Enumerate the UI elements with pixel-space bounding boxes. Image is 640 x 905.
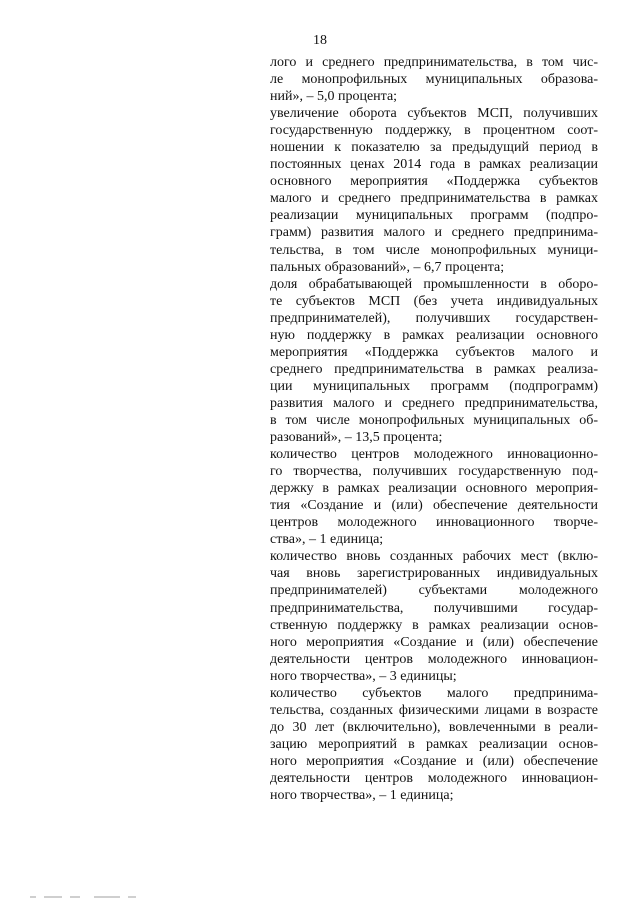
text-line: предпринимателей) субъектами молодежного <box>270 583 598 599</box>
text-line: зацию мероприятий в рамках реализации основ- <box>270 736 598 752</box>
text-line: развития малого и среднего предпринимательства, <box>270 395 598 411</box>
text-line: ний», – 5,0 процента; <box>270 89 398 105</box>
text-line: разований», – 13,5 процента; <box>270 430 443 446</box>
text-line: ного творчества», – 1 единица; <box>270 788 454 804</box>
body-text <box>270 54 598 804</box>
text-line: ства», – 1 единица; <box>270 532 384 548</box>
text-line: грамм) развития малого и среднего предпринима- <box>270 225 598 241</box>
text-line: количество центров молодежного инновационно- <box>270 447 598 463</box>
text-line: государственную поддержку, в процентном соот- <box>270 123 598 139</box>
text-line: в том числе монопрофильных муниципальных об- <box>270 412 598 428</box>
text-line: количество вновь созданных рабочих мест (вклю- <box>270 549 598 565</box>
text-line: пальных образований», – 6,7 процента; <box>270 259 505 275</box>
text-line: центров молодежного инновационного творче- <box>270 515 598 531</box>
text-line: мероприятия «Поддержка субъектов малого и <box>270 344 598 360</box>
text-line: предпринимателей), получивших государствен- <box>270 310 598 326</box>
text-line: ственную поддержку в рамках реализации основ- <box>270 617 598 633</box>
text-line: тельства, в том числе монопрофильных муници- <box>270 242 598 258</box>
text-line: доля обрабатывающей промышленности в оборо- <box>270 276 598 292</box>
text-line: ного мероприятия «Создание и (или) обеспечение <box>270 753 598 769</box>
text-line: количество субъектов малого предпринима- <box>270 685 598 701</box>
text-line: держку в рамках реализации основного мероприя- <box>270 481 598 497</box>
text-line: чая вновь зарегистрированных индивидуальных <box>270 566 598 582</box>
text-line: предпринимательства, получившими государ- <box>270 600 598 616</box>
text-line: ного творчества», – 3 единицы; <box>270 668 457 684</box>
text-line: го творчества, получивших государственную под- <box>270 464 598 480</box>
text-line: реализации муниципальных программ (подпро- <box>270 208 598 224</box>
text-line: основного мероприятия «Поддержка субъектов <box>270 174 598 190</box>
text-line: ношении к показателю за предыдущий период в <box>270 140 598 156</box>
text-line: до 30 лет (включительно), вовлеченными в реали- <box>270 719 598 735</box>
text-line: тельства, созданных физическими лицами в возрасте <box>270 702 598 718</box>
text-line: тия «Создание и (или) обеспечение деятельности <box>270 498 598 514</box>
text-line: деятельности центров молодежного инновацион- <box>270 651 598 667</box>
text-line: малого и среднего предпринимательства в рамках <box>270 191 598 207</box>
text-line: ного мероприятия «Создание и (или) обеспечение <box>270 634 598 650</box>
text-line: ную поддержку в рамках реализации основного <box>270 327 598 343</box>
text-line: среднего предпринимательства в рамках реализа- <box>270 361 598 377</box>
text-line: постоянных ценах 2014 года в рамках реализации <box>270 157 598 173</box>
text-line: увеличение оборота субъектов МСП, получивших <box>270 106 598 122</box>
text-line: ле монопрофильных муниципальных образова- <box>270 72 598 88</box>
scan-artifact <box>30 896 150 899</box>
text-line: те субъектов МСП (без учета индивидуальных <box>270 293 598 309</box>
page-number: 18 <box>313 33 327 48</box>
text-line: деятельности центров молодежного инновацион- <box>270 770 598 786</box>
text-line: лого и среднего предпринимательства, в том чис- <box>270 55 598 70</box>
text-line: ции муниципальных программ (подпрограмм) <box>270 378 598 394</box>
